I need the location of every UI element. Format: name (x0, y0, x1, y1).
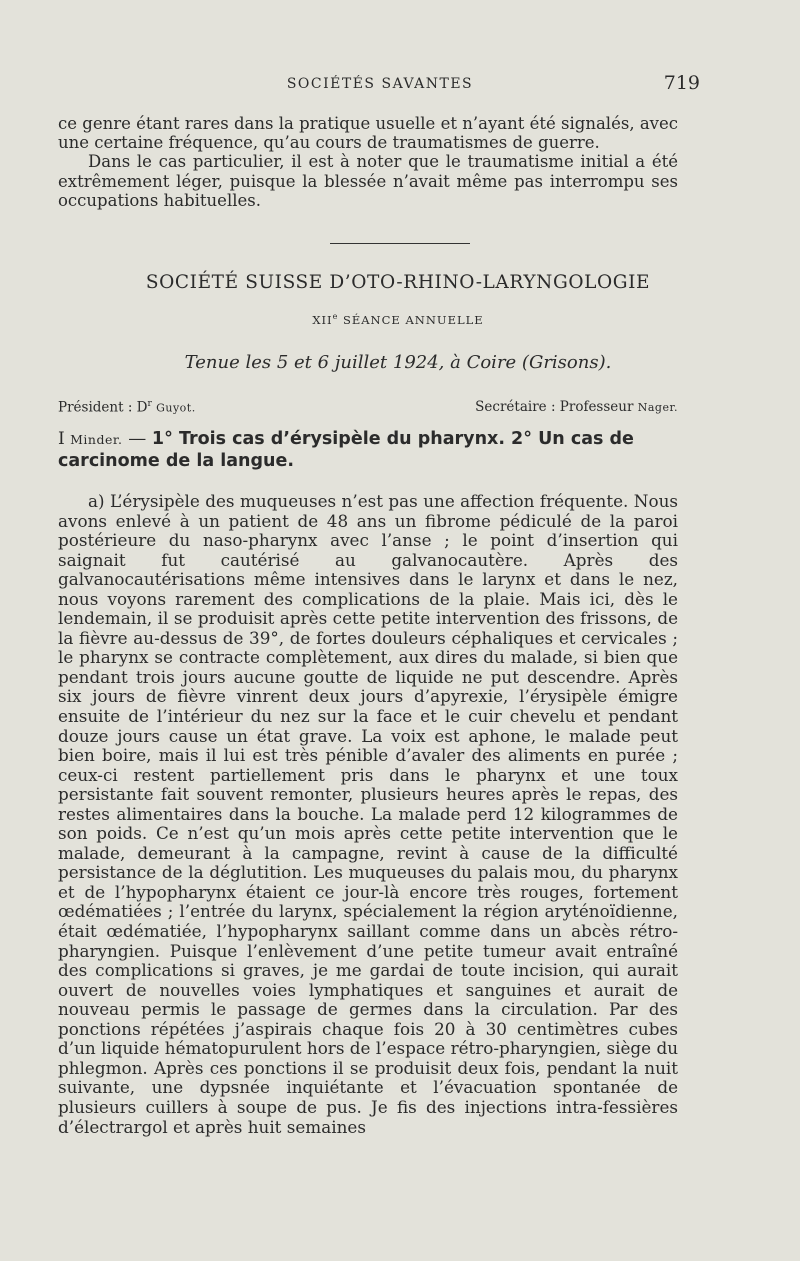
intro-paragraph-2: Dans le cas particulier, il est à noter que le traumatisme initial a été extrêmement léger, puisque la blessée n’avait même pas interrompu ses occupations habituelles. (58, 152, 678, 210)
society-title: SOCIÉTÉ SUISSE D’OTO-RHINO-LARYNGOLOGIE (145, 272, 651, 293)
president-title-sup: r (147, 399, 152, 409)
secretary (475, 399, 678, 415)
session-line (58, 312, 738, 327)
communication-heading (58, 428, 678, 472)
body-text (58, 492, 678, 1137)
intro-paragraph-1: ce genre étant rares dans la pratique usuelle et n’ayant été signalés, avec une certaine fréquence, qu’au cours de traumatismes de guerre. (58, 114, 678, 153)
secretary-name: Nager. (637, 401, 678, 414)
session-suffix: e (332, 312, 339, 321)
session-number: XII (312, 312, 333, 327)
running-title: SOCIÉTÉS SAVANTES (286, 76, 474, 92)
page-number: 719 (663, 72, 700, 94)
author-name: Minder. (70, 432, 123, 447)
section-divider (330, 243, 470, 244)
meeting-line: Tenue les 5 et 6 juillet 1924, à Coire (Grisons). (184, 352, 612, 373)
intro-text (58, 114, 678, 210)
running-head (60, 72, 700, 96)
author-separator: — (128, 428, 147, 449)
president (58, 399, 196, 416)
president-name: Guyot. (156, 401, 196, 415)
body-paragraph: a) L’érysipèle des muqueuses n’est pas une affection fréquente. Nous avons enlevé à un patient de 48 ans un fibrome pédiculé de la paroi postérieure du naso-pharynx avec l’anse ; le point d’insertion qui saignait fut cautérisé au galvanocautère. Après des galvanocautérisations même intensives dans le larynx et dans le nez, nous voyons rarement des complications de la plaie. Mais ici, dès le lendemain, il se produisit après cette petite intervention des frissons, de la fièvre au-dessus de 39°, de fortes douleurs céphaliques et cervicales ; le pharynx se contracte complètement, aux dires du malade, si bien que pendant trois jours aucune goutte de liquide ne put descendre. Après six jours de fièvre vinrent deux jours d’apyrexie, l’érysipèle émigre ensuite de l’intérieur du nez sur la face et le cuir chevelu et pendant douze jours cause un état grave. La voix est aphone, le malade peut bien boire, mais il lui est très pénible d’avaler des aliments en purée ; ceux-ci restent partiellement pris dans le pharynx et une toux persistante fait souvent remonter, plusieurs heures après le repas, des restes alimentaires dans la bouche. La malade perd 12 kilogrammes de son poids. Ce n’est qu’un mois après cette petite intervention que le malade, demeurant à la campagne, revint à cause de la difficulté persistance de la déglutition. Les muqueuses du palais mou, du pharynx et de l’hypopharynx étaient ce jour-là encore très rouges, fortement œdématiées ; l’entrée du larynx, spécialement la région aryténoïdienne, était œdématiée, l’hypopharynx saillant comme dans un abcès rétro-pharyngien. Puisque l’enlèvement d’une petite tumeur avait entraîné des complications si graves, je me gardai de toute incision, qui aurait ouvert de nouvelles voies lymphatiques et sanguines et aurait de nouveau permis le passage de germes dans la circulation. Par des ponctions répétées j’aspirais chaque fois 20 à 30 centimètres cubes d’un liquide hématopurulent hors de l’espace rétro-pharyngien, siège du phlegmon. Après ces ponctions il se produisit deux fois, pendant la nuit suivante, une dypsnée inquiétante et l’évacuation spontanée de plusieurs cuillers à soupe de pus. Je fis des injections intra-fessières d’électrargol et après huit semaines (58, 491, 678, 1137)
session-label: SÉANCE ANNUELLE (342, 312, 484, 327)
president-label: Président : D (58, 399, 148, 416)
author (58, 429, 122, 449)
communication-title: 1° Trois cas d’érysipèle du pharynx. 2° Un cas de carcinome de la langue. (58, 429, 634, 471)
author-initial: I (58, 429, 65, 449)
secretary-label: Secrétaire : Professeur (475, 399, 634, 415)
